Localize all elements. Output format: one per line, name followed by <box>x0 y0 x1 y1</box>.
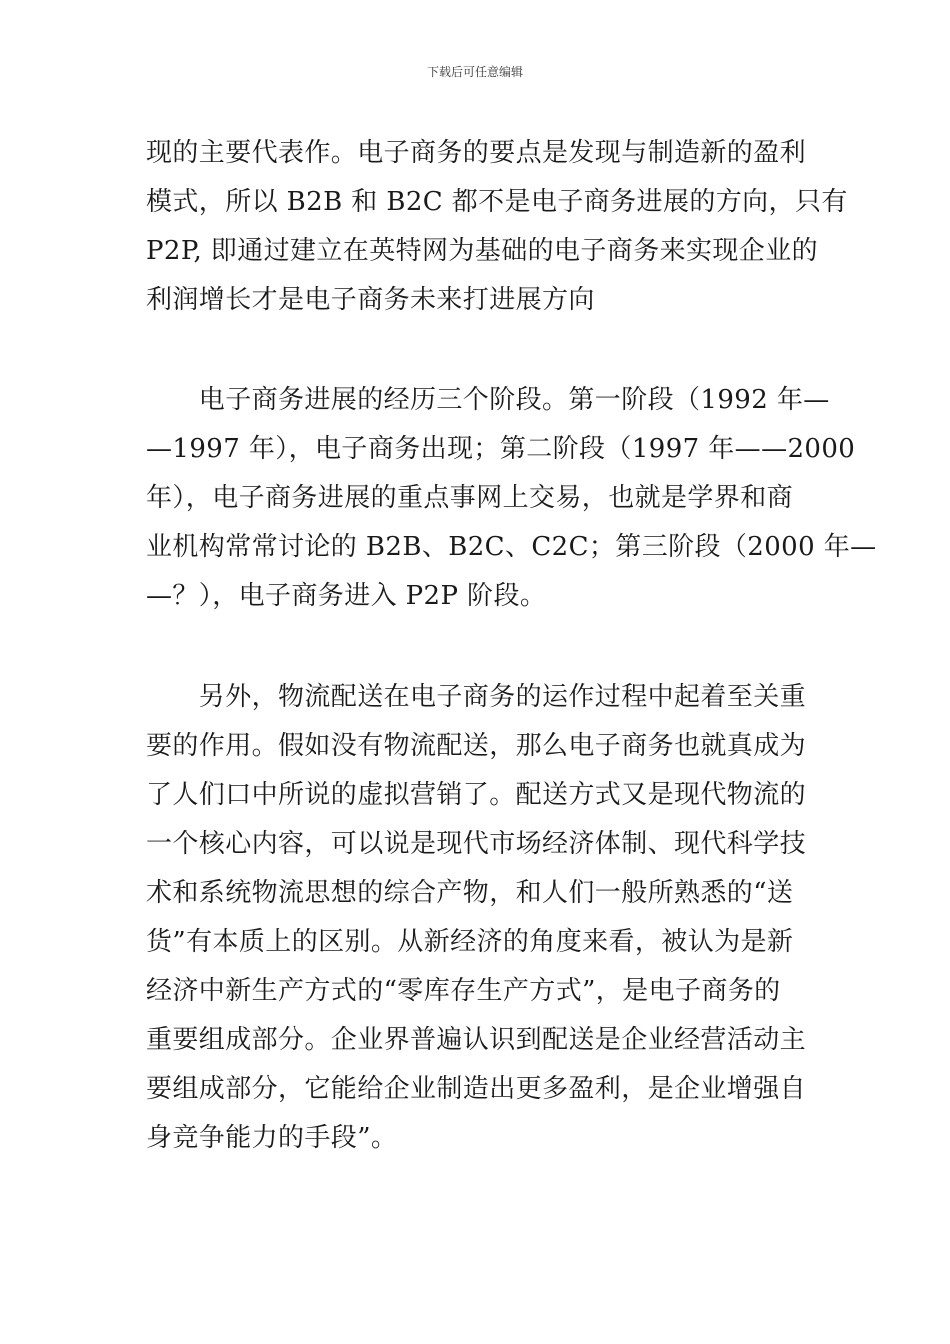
paragraph-3-line-9: 要组成部分，它能给企业制造出更多盈利，是企业增强自 <box>146 1074 807 1104</box>
paragraph-3-line-10: 身竞争能力的手段”。 <box>146 1123 398 1153</box>
paragraph-3-line-1: 另外，物流配送在电子商务的运作过程中起着至关重 <box>146 682 807 712</box>
paragraph-3-line-5: 术和系统物流思想的综合产物，和人们一般所熟悉的“送 <box>146 878 794 908</box>
paragraph-2-line-5: —？），电子商务进入 P2P 阶段。 <box>146 581 547 611</box>
paragraph-3-line-7: 经济中新生产方式的“零库存生产方式”，是电子商务的 <box>146 976 781 1006</box>
paragraph-1-line-1: 现的主要代表作。电子商务的要点是发现与制造新的盈利 <box>146 138 807 168</box>
paragraph-3-line-8: 重要组成部分。企业界普遍认识到配送是企业经营活动主 <box>146 1025 807 1055</box>
paragraph-2-line-1: 电子商务进展的经历三个阶段。第一阶段（1992 年— <box>146 385 830 415</box>
paragraph-1-line-3: P2P, 即通过建立在英特网为基础的电子商务来实现企业的 <box>146 236 818 266</box>
paragraph-3-line-4: 一个核心内容，可以说是现代市场经济体制、现代科学技 <box>146 829 807 859</box>
paragraph-1-line-4: 利润增长才是电子商务未来打进展方向 <box>146 285 595 315</box>
paragraph-2-line-3: 年），电子商务进展的重点事网上交易，也就是学界和商 <box>146 483 794 513</box>
page-header-note: 下载后可任意编辑 <box>426 65 523 79</box>
paragraph-3-line-3: 了人们口中所说的虚拟营销了。配送方式又是现代物流的 <box>146 780 807 810</box>
paragraph-3-line-6: 货”有本质上的区别。从新经济的角度来看，被认为是新 <box>146 927 794 957</box>
paragraph-2-line-2: —1997 年），电子商务出现；第二阶段（1997 年——2000 <box>146 434 856 464</box>
paragraph-1-line-2: 模式，所以 B2B 和 B2C 都不是电子商务进展的方向，只有 <box>146 187 848 217</box>
paragraph-3-line-2: 要的作用。假如没有物流配送，那么电子商务也就真成为 <box>146 731 807 761</box>
paragraph-2-line-4: 业机构常常讨论的 B2B、B2C、C2C；第三阶段（2000 年— <box>146 532 877 562</box>
